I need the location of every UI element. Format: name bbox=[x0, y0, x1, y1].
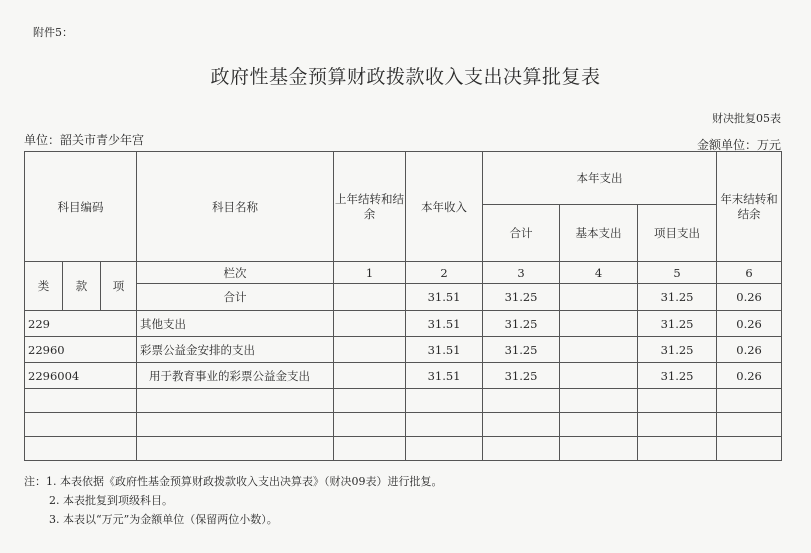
form-code: 财决批复05表 bbox=[712, 112, 781, 125]
row-project: 31.25 bbox=[638, 363, 717, 389]
row-project: 31.25 bbox=[638, 337, 717, 363]
total-income: 31.51 bbox=[406, 284, 483, 311]
row-code: 229 bbox=[25, 311, 137, 337]
row-project: 31.25 bbox=[638, 311, 717, 337]
header-kuan: 款 bbox=[63, 262, 101, 311]
table-row bbox=[25, 311, 782, 337]
row-basic bbox=[560, 337, 638, 363]
row-end-balance: 0.26 bbox=[717, 311, 782, 337]
row-income: 31.51 bbox=[406, 311, 483, 337]
amount-unit: 金额单位：万元 bbox=[696, 138, 781, 152]
table-row bbox=[25, 363, 782, 389]
column-index-2: 2 bbox=[406, 262, 483, 284]
row-prev-balance bbox=[334, 311, 406, 337]
column-index-1: 1 bbox=[334, 262, 406, 284]
column-index-4: 4 bbox=[560, 262, 638, 284]
row-prev-balance bbox=[334, 363, 406, 389]
header-lei: 类 bbox=[25, 262, 63, 311]
header-exp-total: 合计 bbox=[483, 205, 560, 262]
header-subject-name: 科目名称 bbox=[137, 152, 334, 262]
header-expenditure: 本年支出 bbox=[483, 152, 717, 205]
header-xiang: 项 bbox=[101, 262, 137, 311]
header-end-balance: 年末结转和结余 bbox=[717, 152, 782, 262]
header-subject-code: 科目编码 bbox=[25, 152, 137, 262]
total-prev-balance bbox=[334, 284, 406, 311]
column-index-label: 栏次 bbox=[137, 262, 334, 284]
note-3: 3. 本表以“万元”为金额单位（保留两位小数）。 bbox=[49, 513, 278, 526]
row-income: 31.51 bbox=[406, 337, 483, 363]
row-code: 22960 bbox=[25, 337, 137, 363]
header-project: 项目支出 bbox=[638, 205, 717, 262]
row-exp-total: 31.25 bbox=[483, 337, 560, 363]
total-label: 合计 bbox=[137, 284, 334, 311]
table-row bbox=[25, 337, 782, 363]
note-1: 注：1. 本表依据《政府性基金预算财政拨款收入支出决算表》（财决09表）进行批复。 bbox=[24, 475, 443, 488]
footnotes bbox=[24, 472, 443, 529]
total-project: 31.25 bbox=[638, 284, 717, 311]
empty-row bbox=[25, 437, 782, 461]
total-basic bbox=[560, 284, 638, 311]
row-exp-total: 31.25 bbox=[483, 311, 560, 337]
header-basic: 基本支出 bbox=[560, 205, 638, 262]
unit-label: 单位：韶关市青少年宫 bbox=[24, 133, 145, 147]
row-name: 其他支出 bbox=[137, 311, 334, 337]
row-income: 31.51 bbox=[406, 363, 483, 389]
budget-table bbox=[24, 151, 782, 461]
empty-row bbox=[25, 413, 782, 437]
row-end-balance: 0.26 bbox=[717, 363, 782, 389]
total-row bbox=[25, 284, 782, 311]
empty-row bbox=[25, 389, 782, 413]
header-prev-balance: 上年结转和结余 bbox=[334, 152, 406, 262]
row-end-balance: 0.26 bbox=[717, 337, 782, 363]
row-name: 彩票公益金安排的支出 bbox=[137, 337, 334, 363]
row-code: 2296004 bbox=[25, 363, 137, 389]
attachment-label: 附件5： bbox=[33, 26, 73, 39]
header-income: 本年收入 bbox=[406, 152, 483, 262]
column-index-3: 3 bbox=[483, 262, 560, 284]
column-index-6: 6 bbox=[717, 262, 782, 284]
page-title: 政府性基金预算财政拨款收入支出决算批复表 bbox=[210, 66, 601, 88]
row-basic bbox=[560, 363, 638, 389]
column-index-5: 5 bbox=[638, 262, 717, 284]
note-2: 2. 本表批复到项级科目。 bbox=[49, 494, 173, 507]
row-basic bbox=[560, 311, 638, 337]
row-prev-balance bbox=[334, 337, 406, 363]
row-exp-total: 31.25 bbox=[483, 363, 560, 389]
row-name: 用于教育事业的彩票公益金支出 bbox=[137, 363, 334, 389]
total-exp-total: 31.25 bbox=[483, 284, 560, 311]
total-end-balance: 0.26 bbox=[717, 284, 782, 311]
